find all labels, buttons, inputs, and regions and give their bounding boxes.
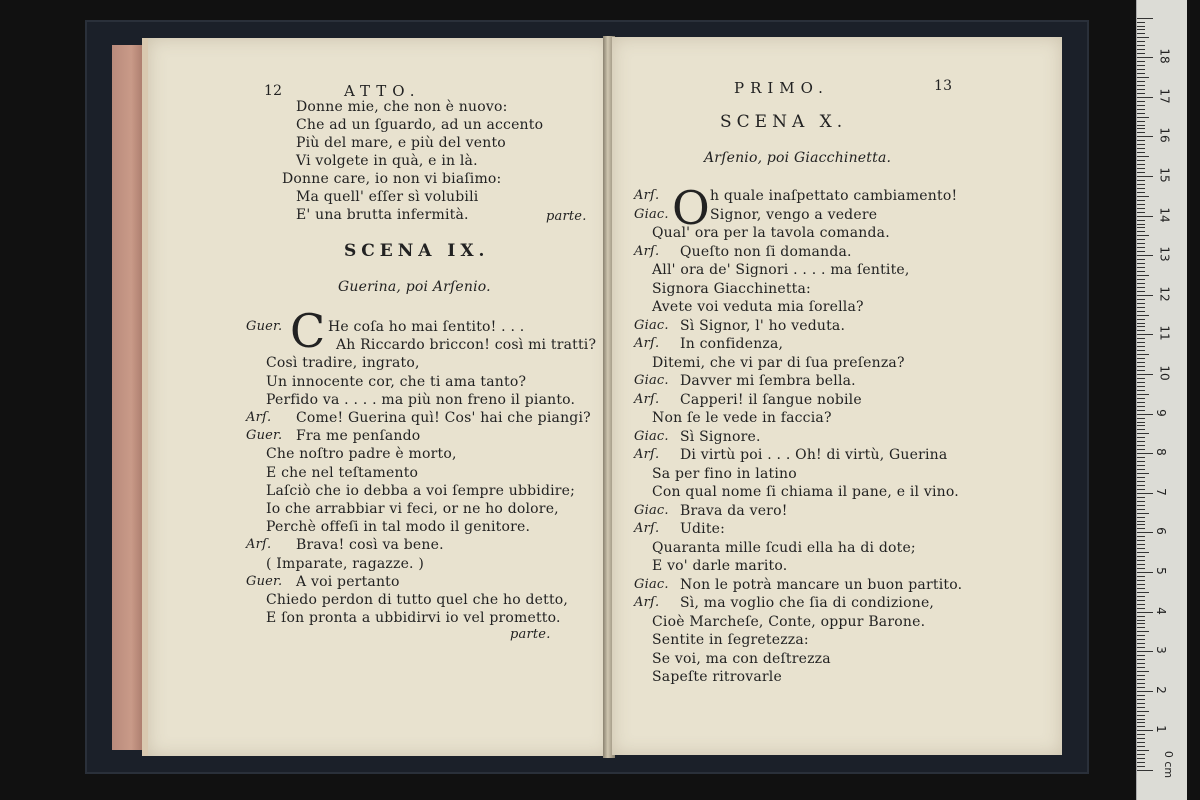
ruler-tick [1137, 105, 1145, 106]
ruler-tick [1137, 738, 1145, 739]
ruler-number: 3 [1153, 646, 1168, 655]
ruler-tick [1137, 425, 1145, 426]
dialogue-line: All' ora de' Signori . . . . ma ſentite, [652, 262, 910, 278]
ruler-tick [1137, 734, 1145, 735]
speaker-label: Giac. [634, 318, 669, 333]
ruler-tick [1137, 612, 1153, 613]
ruler-tick [1137, 61, 1145, 62]
dialogue-line: Sì, ma voglio che ſia di condizione, [680, 595, 935, 611]
ruler-tick [1137, 307, 1145, 308]
ruler-tick [1137, 418, 1145, 419]
running-head-right: PRIMO. [734, 79, 829, 97]
ruler-tick [1137, 540, 1145, 541]
ruler-tick [1137, 330, 1145, 331]
ruler-tick [1137, 528, 1145, 529]
running-head-left: ATTO. [344, 82, 421, 100]
ruler-tick [1137, 711, 1149, 712]
ruler-tick [1137, 366, 1145, 367]
speaker-label: Arſ. [246, 537, 272, 552]
ruler-tick [1137, 29, 1145, 30]
ruler-tick [1137, 422, 1145, 423]
dialogue-line: Sa per fino in latino [652, 466, 797, 482]
ruler-tick [1137, 623, 1145, 624]
ruler-number: 6 [1153, 527, 1168, 536]
ruler-tick [1137, 461, 1145, 462]
aria-line: Più del mare, e più del vento [296, 135, 506, 151]
ruler-tick [1137, 41, 1145, 42]
ruler-tick [1137, 592, 1149, 593]
dialogue-line: Fra me penſando [296, 428, 421, 444]
dialogue-line: Brava! così va bene. [296, 537, 444, 553]
dialogue-line: Udite: [680, 521, 726, 537]
ruler-tick [1137, 659, 1145, 660]
dialogue-line: Sì Signor, l' ho veduta. [680, 318, 846, 334]
ruler-tick [1137, 639, 1145, 640]
ruler-tick [1137, 481, 1145, 482]
ruler-tick [1137, 505, 1145, 506]
speaker-label: Arſ. [634, 392, 660, 407]
ruler-tick [1137, 334, 1153, 335]
ruler-tick [1137, 358, 1145, 359]
dialogue-line: Come! Guerina quì! Cos' hai che piangi? [296, 410, 591, 426]
ruler-tick [1137, 180, 1145, 181]
dialogue-line: Queſto non ſi domanda. [680, 244, 852, 260]
ruler-tick [1137, 271, 1145, 272]
ruler-tick [1137, 414, 1153, 415]
ruler-tick [1137, 267, 1145, 268]
dialogue-line: Che noſtro padre è morto, [266, 446, 457, 462]
dialogue-line: Io che arrabbiar vi feci, or ne ho dolore, [266, 501, 559, 517]
ruler-tick [1137, 378, 1145, 379]
ruler-tick [1137, 156, 1149, 157]
speaker-label: Giac. [634, 207, 669, 222]
ruler-tick [1137, 128, 1145, 129]
ruler-tick [1137, 699, 1145, 700]
ruler-tick [1137, 176, 1153, 177]
ruler-tick [1137, 746, 1145, 747]
ruler-tick [1137, 263, 1145, 264]
dialogue-line: E vo' darle marito. [652, 558, 788, 574]
ruler-tick [1137, 172, 1145, 173]
ruler-tick [1137, 758, 1145, 759]
ruler-tick [1137, 679, 1145, 680]
ruler-tick [1137, 247, 1145, 248]
dialogue-line: Cioè Marcheſe, Conte, oppur Barone. [652, 614, 926, 630]
aria-line: Donne mie, che non è nuovo: [296, 99, 508, 115]
ruler-tick [1137, 580, 1145, 581]
dialogue-line: In confidenza, [680, 336, 784, 352]
dialogue-line: Così tradire, ingrato, [266, 355, 420, 371]
ruler-tick [1137, 37, 1149, 38]
ruler-tick [1137, 730, 1153, 731]
ruler-number: 16 [1157, 127, 1172, 144]
right-page [612, 37, 1062, 755]
ruler-tick [1137, 342, 1145, 343]
dialogue-line: E ſon pronta a ubbidirvi io vel prometto. [266, 610, 561, 626]
speaker-label: Giac. [634, 577, 669, 592]
ruler-tick [1137, 663, 1145, 664]
ruler-tick [1137, 485, 1145, 486]
ruler-tick [1137, 204, 1145, 205]
ruler-number: 12 [1157, 286, 1172, 302]
ruler-tick [1137, 532, 1153, 533]
ruler-tick [1137, 279, 1145, 280]
ruler-tick [1137, 57, 1153, 58]
dialogue-line: Brava da vero! [680, 503, 788, 519]
ruler-tick [1137, 109, 1145, 110]
ruler-tick [1137, 441, 1145, 442]
ruler-tick [1137, 497, 1145, 498]
ruler-tick [1137, 465, 1145, 466]
ruler-tick [1137, 564, 1145, 565]
dialogue-line: Sì Signore. [680, 429, 761, 445]
aria-line: Ma quell' eſſer sì volubili [296, 189, 479, 205]
ruler-tick [1137, 22, 1145, 23]
ruler-tick [1137, 196, 1149, 197]
dialogue-line: Chiedo perdon di tutto quel che ho detto, [266, 592, 569, 608]
ruler-tick [1137, 295, 1153, 296]
dialogue-line: Laſciò che io debba a voi ſempre ubbidire; [266, 483, 576, 499]
ruler-tick [1137, 18, 1153, 19]
ruler-tick [1137, 402, 1145, 403]
ruler-tick [1137, 33, 1145, 34]
ruler-tick [1137, 374, 1153, 375]
ruler-tick [1137, 140, 1145, 141]
dropcap-left: C [290, 304, 326, 358]
ruler-tick [1137, 691, 1153, 692]
dialogue-line: Non ſe le vede in faccia? [652, 410, 832, 426]
ruler-tick [1137, 243, 1145, 244]
speaker-label: Giac. [634, 373, 669, 388]
ruler-tick [1137, 208, 1145, 209]
ruler-tick [1137, 576, 1145, 577]
ruler-tick [1137, 53, 1145, 54]
ruler-tick [1137, 259, 1145, 260]
measuring-ruler [1136, 0, 1187, 800]
ruler-tick [1137, 394, 1149, 395]
ruler-tick [1137, 493, 1153, 494]
ruler-tick [1137, 449, 1145, 450]
ruler-tick [1137, 117, 1149, 118]
speaker-label: Arſ. [634, 336, 660, 351]
ruler-tick [1137, 338, 1145, 339]
ruler-tick [1137, 303, 1145, 304]
ruler-tick [1137, 390, 1145, 391]
exit-direction-2: parte. [510, 627, 551, 642]
ruler-number: 15 [1157, 167, 1172, 183]
ruler-tick [1137, 429, 1145, 430]
scene-title-left: SCENA IX. [344, 241, 490, 261]
ruler-tick [1137, 144, 1145, 145]
characters-left: Guerina, poi Arſenio. [338, 279, 491, 295]
speaker-label: Guer. [246, 428, 283, 443]
ruler-tick [1137, 398, 1145, 399]
speaker-label: Arſ. [246, 410, 272, 425]
ruler-number: 4 [1153, 606, 1168, 615]
ruler-tick [1137, 410, 1145, 411]
ruler-tick [1137, 437, 1145, 438]
dialogue-line: A voi pertanto [296, 574, 400, 590]
ruler-tick [1137, 762, 1145, 763]
speaker-label: Arſ. [634, 188, 660, 203]
ruler-tick [1137, 354, 1149, 355]
ruler-tick [1137, 188, 1145, 189]
ruler-tick [1137, 97, 1153, 98]
aria-line: Donne care, io non vi biaſimo: [282, 171, 502, 187]
ruler-tick [1137, 152, 1145, 153]
ruler-tick [1137, 275, 1149, 276]
ruler-number: 14 [1157, 206, 1172, 223]
dialogue-line: Qual' ora per la tavola comanda. [652, 225, 890, 241]
ruler-tick [1137, 548, 1145, 549]
ruler-tick [1137, 588, 1145, 589]
ruler-tick [1137, 291, 1145, 292]
ruler-tick [1137, 620, 1145, 621]
ruler-tick [1137, 604, 1145, 605]
ruler-tick [1137, 544, 1145, 545]
ruler-tick [1137, 164, 1145, 165]
exit-direction-1: parte. [546, 209, 587, 224]
ruler-tick [1137, 433, 1149, 434]
ruler-tick [1137, 283, 1145, 284]
ruler-tick [1137, 323, 1145, 324]
dialogue-line: Sapeſte ritrovarle [652, 669, 782, 685]
dialogue-line: Se voi, ma con deſtrezza [652, 651, 831, 667]
ruler-number: 18 [1157, 48, 1172, 64]
ruler-tick [1137, 687, 1145, 688]
ruler-tick [1137, 517, 1145, 518]
left-page [142, 38, 611, 756]
ruler-tick [1137, 552, 1149, 553]
dialogue-line: Perfido va . . . . ma più non freno il pianto. [266, 392, 576, 408]
ruler-tick [1137, 231, 1145, 232]
ruler-tick [1137, 299, 1145, 300]
speaker-label: Giac. [634, 503, 669, 518]
ruler-tick [1137, 766, 1145, 767]
ruler-tick [1137, 521, 1145, 522]
ruler-tick [1137, 73, 1145, 74]
ruler-tick [1137, 568, 1145, 569]
dialogue-line: ( Imparate, ragazze. ) [266, 556, 425, 572]
ruler-tick [1137, 675, 1145, 676]
ruler-number: 11 [1157, 325, 1172, 342]
ruler-tick [1137, 212, 1145, 213]
ruler-tick [1137, 370, 1145, 371]
ruler-number: 13 [1157, 246, 1172, 262]
ruler-tick [1137, 719, 1145, 720]
ruler-tick [1137, 26, 1145, 27]
dialogue-line: Perchè offeſi in tal modo il genitore. [266, 519, 531, 535]
ruler-number: 9 [1153, 408, 1168, 417]
ruler-tick [1137, 132, 1145, 133]
dialogue-line: Davver mi ſembra bella. [680, 373, 856, 389]
aria-line: Vi volgete in quà, e in là. [296, 153, 478, 169]
dialogue-line: h quale inaſpettato cambiamento! [710, 188, 958, 204]
ruler-tick [1137, 192, 1145, 193]
ruler-number: 7 [1153, 487, 1168, 496]
ruler-tick [1137, 125, 1145, 126]
ruler-number: 1 [1153, 725, 1168, 734]
ruler-tick [1137, 671, 1149, 672]
ruler-tick [1137, 382, 1145, 383]
ruler-tick [1137, 707, 1145, 708]
ruler-tick [1137, 643, 1145, 644]
ruler-tick [1137, 224, 1145, 225]
ruler-number: 10 [1157, 365, 1172, 381]
ruler-tick [1137, 473, 1149, 474]
ruler-tick [1137, 184, 1145, 185]
ruler-tick [1137, 255, 1153, 256]
ruler-tick [1137, 627, 1145, 628]
ruler-tick [1137, 148, 1145, 149]
ruler-tick [1137, 556, 1145, 557]
scene-title-right: SCENA X. [720, 112, 848, 132]
ruler-tick [1137, 346, 1145, 347]
ruler-tick [1137, 220, 1145, 221]
aria-line: E' una brutta infermità. [296, 207, 469, 223]
dialogue-line: Ditemi, che vi par di ſua preſenza? [652, 355, 905, 371]
dialogue-line: Sentite in ſegretezza: [652, 632, 809, 648]
ruler-tick [1137, 85, 1145, 86]
ruler-tick [1137, 315, 1149, 316]
ruler-tick [1137, 386, 1145, 387]
dialogue-line: Ah Riccardo briccon! così mi tratti? [336, 337, 597, 353]
dialogue-line: Signora Giacchinetta: [652, 281, 811, 297]
ruler-tick [1137, 326, 1145, 327]
ruler-tick [1137, 635, 1145, 636]
ruler-tick [1137, 560, 1145, 561]
ruler-tick [1137, 722, 1145, 723]
aria-line: Che ad un ſguardo, ad un accento [296, 117, 544, 133]
speaker-label: Guer. [246, 574, 283, 589]
ruler-number: 5 [1153, 567, 1168, 575]
ruler-tick [1137, 600, 1145, 601]
ruler-number: 17 [1157, 88, 1172, 104]
ruler-tick [1137, 453, 1153, 454]
ruler-tick [1137, 477, 1145, 478]
ruler-tick [1137, 631, 1149, 632]
characters-right: Arſenio, poi Giacchinetta. [704, 150, 892, 166]
speaker-label: Arſ. [634, 447, 660, 462]
ruler-tick [1137, 121, 1145, 122]
page-number-left: 12 [264, 83, 283, 99]
page-number-right: 13 [934, 78, 953, 94]
dialogue-line: Non le potrà mancare un buon partito. [680, 577, 963, 593]
ruler-tick [1137, 362, 1145, 363]
ruler-tick [1137, 93, 1145, 94]
ruler-tick [1137, 608, 1145, 609]
ruler-tick [1137, 616, 1145, 617]
dialogue-line: Quaranta mille ſcudi ella ha di dote; [652, 540, 916, 556]
speaker-label: Arſ. [634, 595, 660, 610]
ruler-tick [1137, 513, 1149, 514]
ruler-tick [1137, 726, 1145, 727]
ruler-tick [1137, 651, 1153, 652]
ruler-tick [1137, 667, 1145, 668]
ruler-tick [1137, 235, 1149, 236]
ruler-tick [1137, 489, 1145, 490]
ruler-tick [1137, 81, 1145, 82]
ruler-number: 2 [1153, 685, 1168, 694]
ruler-tick [1137, 655, 1145, 656]
dialogue-line: E che nel teſtamento [266, 465, 419, 481]
ruler-tick [1137, 49, 1145, 50]
speaker-label: Guer. [246, 319, 283, 334]
ruler-tick [1137, 136, 1153, 137]
ruler-tick [1137, 647, 1145, 648]
ruler-tick [1137, 445, 1145, 446]
ruler-tick [1137, 715, 1145, 716]
ruler-tick [1137, 89, 1145, 90]
ruler-tick [1137, 216, 1153, 217]
ruler-tick [1137, 683, 1145, 684]
ruler-tick [1137, 406, 1145, 407]
speaker-label: Arſ. [634, 521, 660, 536]
dialogue-line: Capperi! il ſangue nobile [680, 392, 862, 408]
ruler-tick [1137, 239, 1145, 240]
ruler-tick [1137, 596, 1145, 597]
ruler-tick [1137, 536, 1145, 537]
ruler-tick [1137, 200, 1145, 201]
ruler-tick [1137, 695, 1145, 696]
dialogue-line: Avete voi veduta mia ſorella? [652, 299, 864, 315]
ruler-tick [1137, 572, 1153, 573]
dialogue-line: He coſa ho mai ſentito! . . . [328, 319, 525, 335]
ruler-tick [1137, 750, 1149, 751]
ruler-tick [1137, 350, 1145, 351]
ruler-tick [1137, 319, 1145, 320]
ruler-tick [1137, 584, 1145, 585]
ruler-tick [1137, 160, 1145, 161]
dialogue-line: Signor, vengo a vedere [710, 207, 878, 223]
ruler-tick [1137, 311, 1145, 312]
dropcap-right: O [672, 181, 710, 235]
ruler-tick [1137, 101, 1145, 102]
ruler-tick [1137, 287, 1145, 288]
ruler-number: 8 [1153, 448, 1168, 457]
ruler-tick [1137, 754, 1145, 755]
ruler-tick [1137, 227, 1145, 228]
ruler-tick [1137, 168, 1145, 169]
dialogue-line: Un innocente cor, che ti ama tanto? [266, 374, 527, 390]
ruler-tick [1137, 457, 1145, 458]
ruler-tick [1137, 69, 1145, 70]
ruler-tick [1137, 45, 1145, 46]
ruler-tick [1137, 113, 1145, 114]
speaker-label: Giac. [634, 429, 669, 444]
ruler-tick [1137, 469, 1145, 470]
ruler-tick [1137, 509, 1145, 510]
dialogue-line: Di virtù poi . . . Oh! di virtù, Guerina [680, 447, 948, 463]
ruler-tick [1137, 770, 1153, 771]
ruler-unit-label: 0 cm [1162, 750, 1176, 779]
ruler-tick [1137, 742, 1145, 743]
ruler-tick [1137, 77, 1149, 78]
ruler-tick [1137, 65, 1145, 66]
dialogue-line: Con qual nome ſi chiama il pane, e il vino. [652, 484, 959, 500]
ruler-tick [1137, 703, 1145, 704]
ruler-tick [1137, 524, 1145, 525]
ruler-tick [1137, 251, 1145, 252]
speaker-label: Arſ. [634, 244, 660, 259]
book-edge [112, 45, 144, 750]
ruler-tick [1137, 501, 1145, 502]
